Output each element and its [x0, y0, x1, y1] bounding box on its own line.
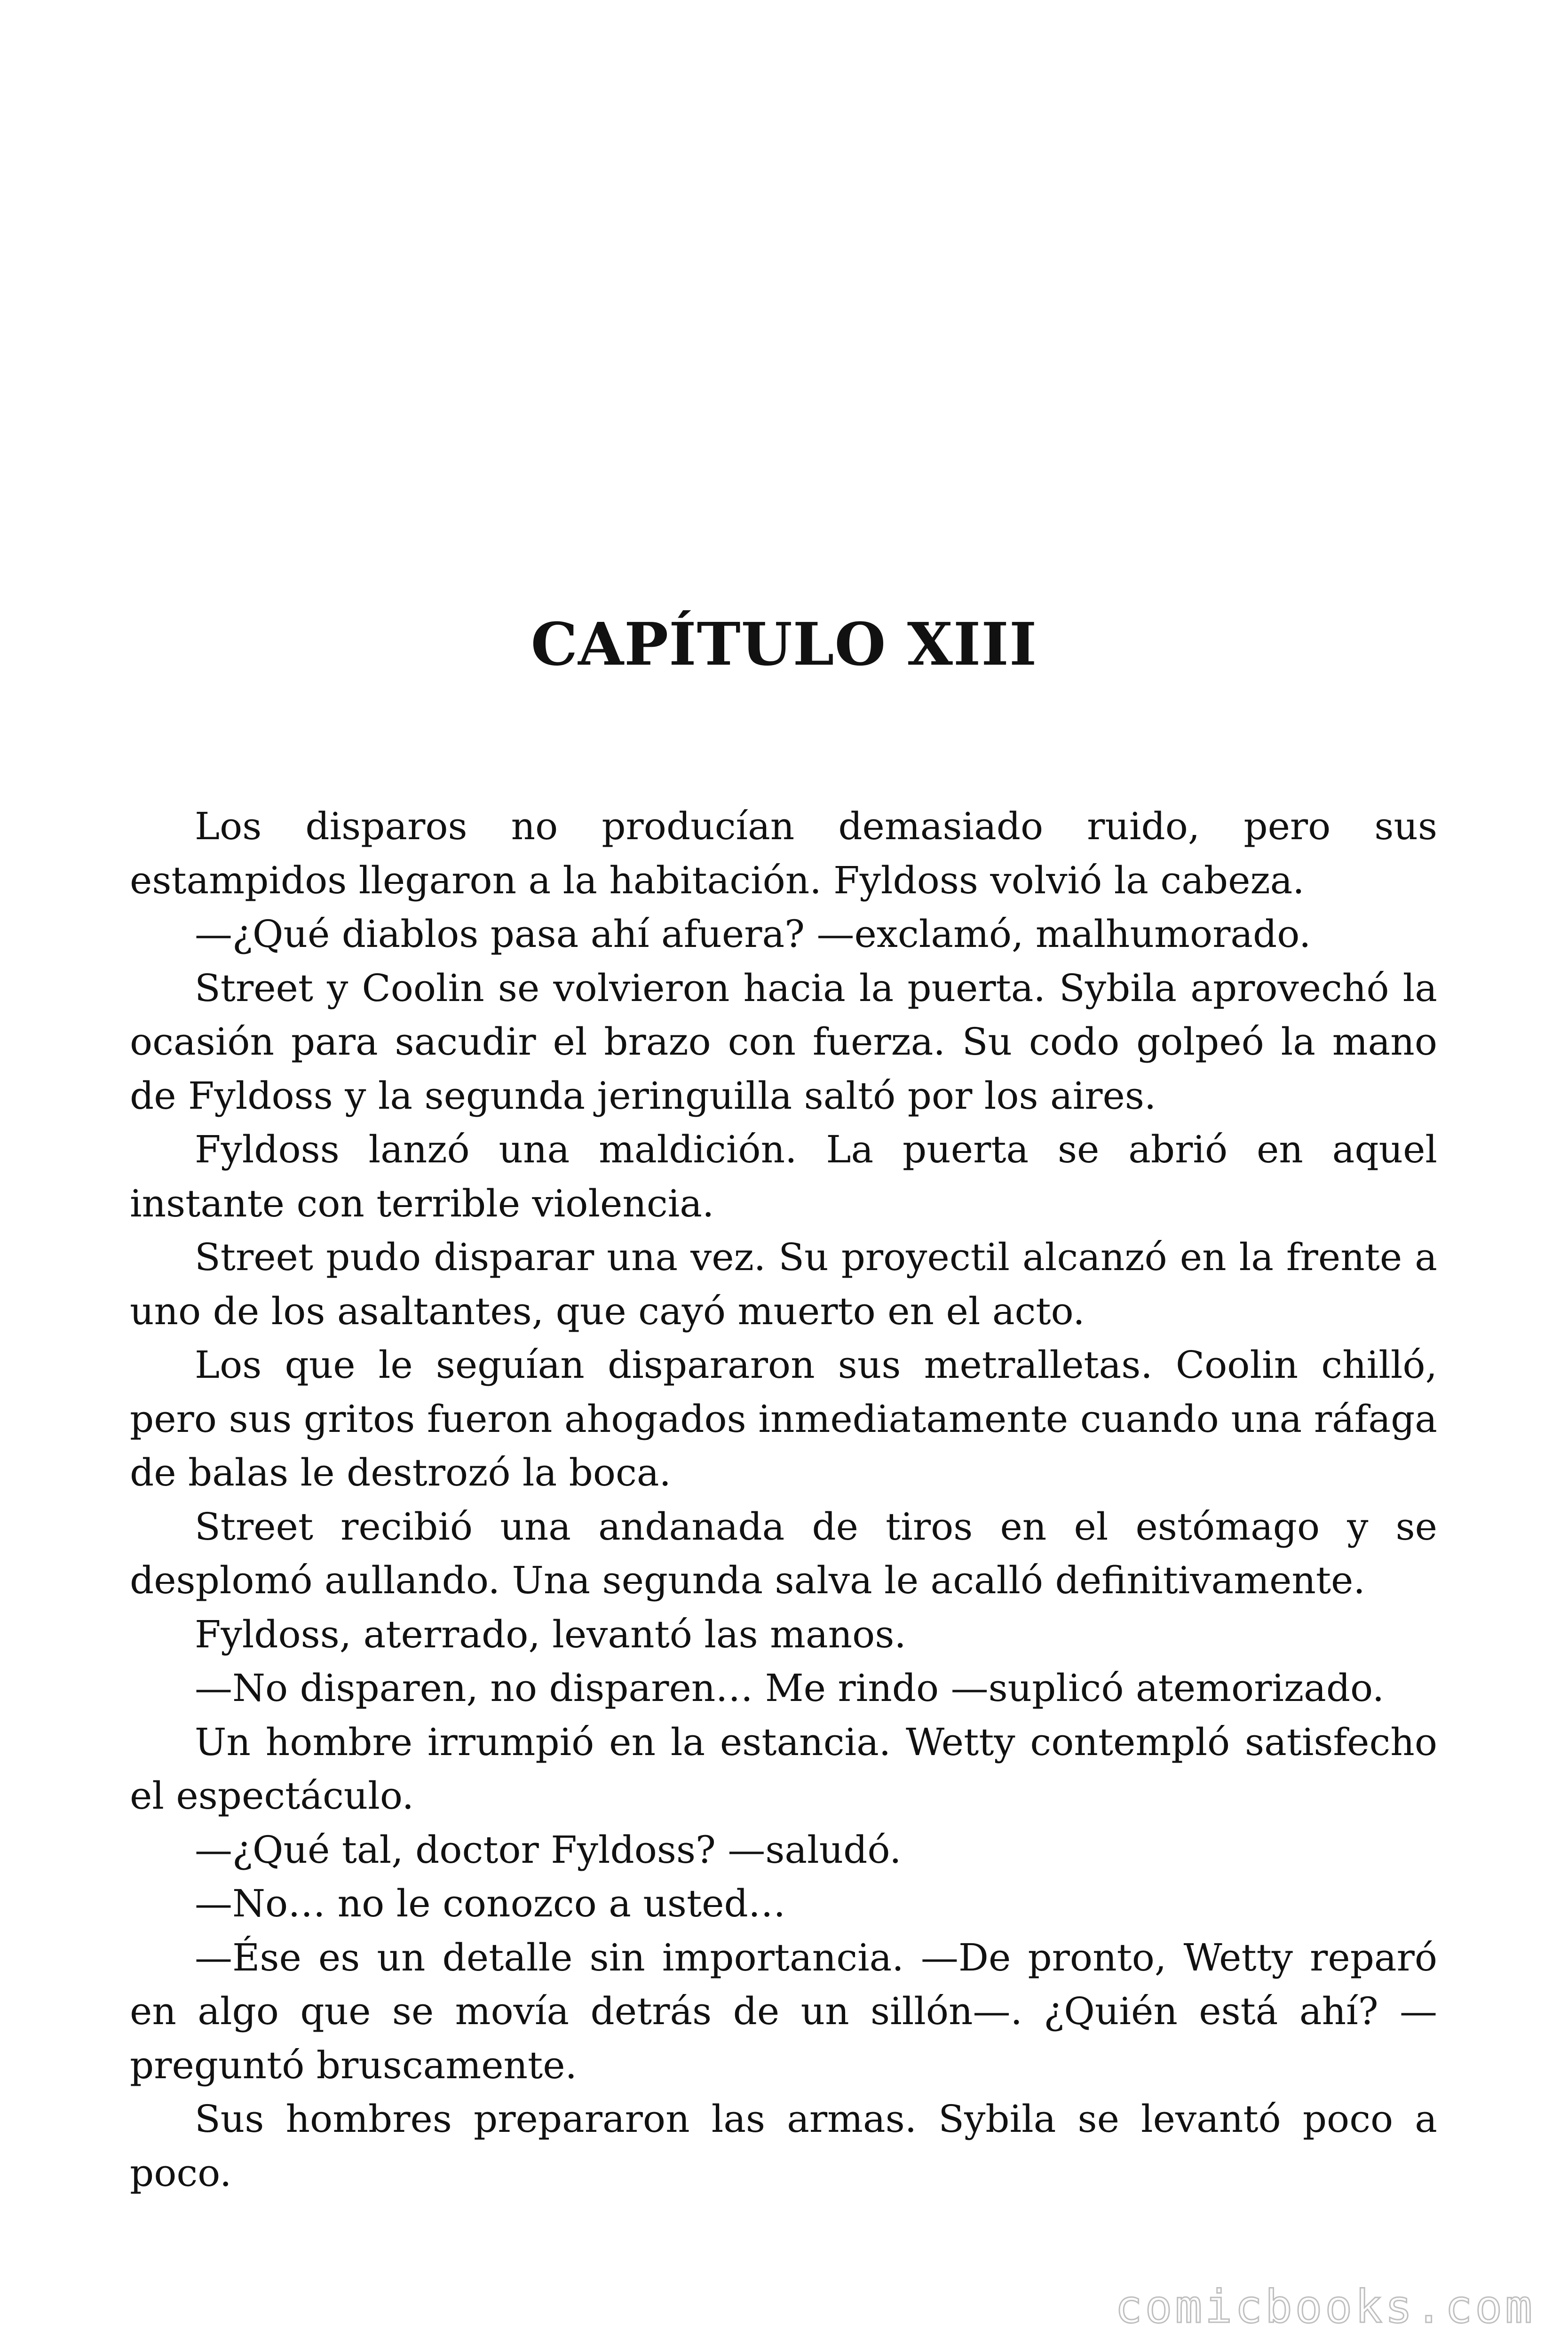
watermark-text: comicbooks.com: [1115, 2280, 1535, 2333]
paragraph: Los disparos no producían demasiado ruido, pero sus estampidos llegaron a la habitación. Fyldoss volvió la cabeza.: [130, 804, 1437, 902]
paragraph: Un hombre irrumpió en la estancia. Wetty contempló satisfecho el espectáculo.: [130, 1720, 1437, 1818]
paragraph: Fyldoss lanzó una maldición. La puerta se abrió en aquel instante con terrible violencia.: [130, 1128, 1437, 1225]
paragraph: —Ése es un detalle sin importancia. —De pronto, Wetty reparó en algo que se movía detrás de un sillón—. ¿Quién está ahí? — preguntó bruscamente.: [130, 1935, 1437, 2087]
paragraph: —No disparen, no disparen… Me rindo —suplicó atemorizado.: [195, 1666, 1385, 1710]
paragraph: —¿Qué diablos pasa ahí afuera? —exclamó, malhumorado.: [195, 912, 1311, 956]
paragraph: Los que le seguían dispararon sus metralletas. Coolin chilló, pero sus gritos fueron ahogados inmediatamente cuando una ráfaga de balas le destrozó la boca.: [130, 1343, 1437, 1494]
paragraph: Street recibió una andanada de tiros en el estómago y se desplomó aullando. Una segunda salva le acalló definitivamente.: [130, 1504, 1437, 1602]
paragraph: Sus hombres prepararon las armas. Sybila se levantó poco a poco.: [130, 2097, 1437, 2195]
chapter-title: CAPÍTULO XIII: [531, 610, 1037, 679]
paragraph: —¿Qué tal, doctor Fyldoss? —saludó.: [195, 1828, 902, 1872]
paragraph: —No… no le conozco a usted…: [195, 1882, 786, 1925]
paragraph: Fyldoss, aterrado, levantó las manos.: [195, 1612, 906, 1656]
chapter-body: [130, 800, 1437, 2200]
paragraph: Street y Coolin se volvieron hacia la puerta. Sybila aprovechó la ocasión para sacudir el brazo con fuerza. Su codo golpeó la mano de Fyldoss y la segunda jeringuilla saltó por los aires.: [130, 966, 1437, 1118]
paragraph: Street pudo disparar una vez. Su proyectil alcanzó en la frente a uno de los asaltantes, que cayó muerto en el acto.: [130, 1235, 1437, 1333]
